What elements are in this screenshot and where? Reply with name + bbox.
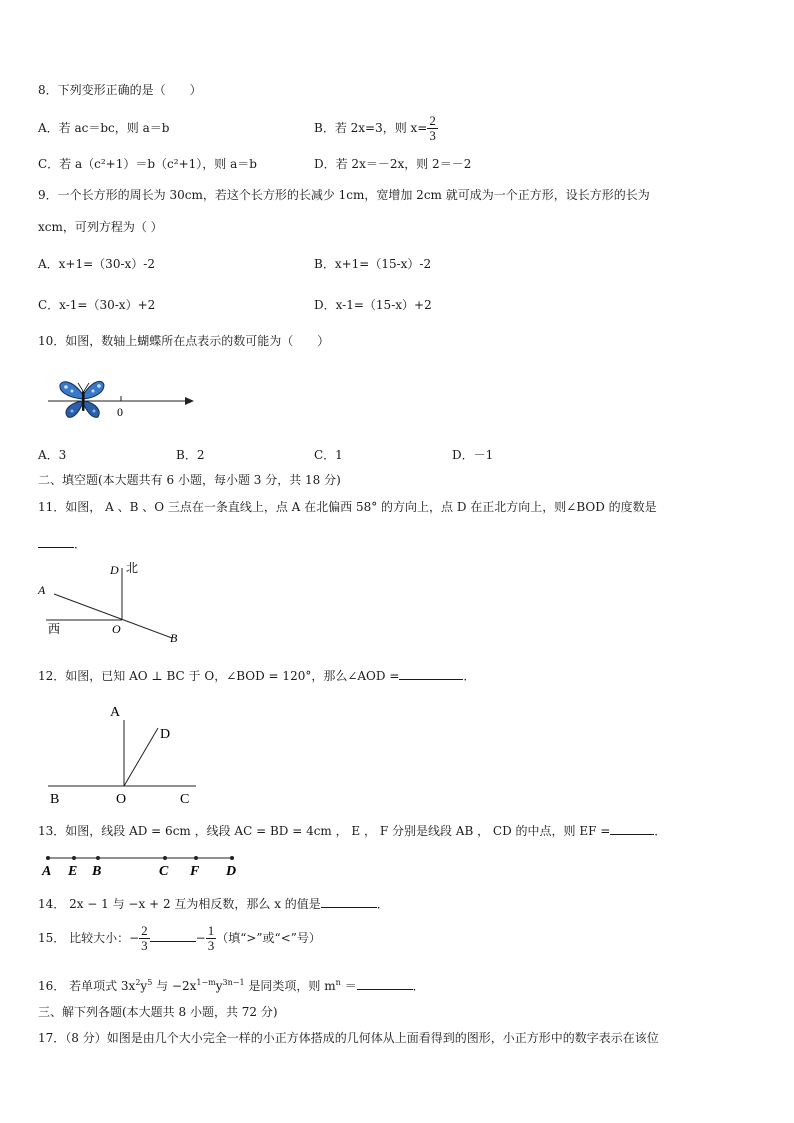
q9-stem-line2: xcm，可列方程为（ ） (38, 220, 163, 234)
q13-answer-blank (610, 822, 654, 835)
q8-option-c: C．若 a（c²+1）＝b（c²+1），则 a＝b (38, 157, 257, 171)
q13-point-b (96, 856, 100, 860)
q11-stem-line2 (38, 535, 86, 552)
q9-option-a: A．x+1=（30-x）-2 (38, 257, 155, 271)
q13-stem-text: 13．如图，线段 AD = 6cm ，线段 AC = BD = 4cm ， E ， F 分别是线段 AB ， CD 的中点，则 EF = (38, 824, 611, 838)
section-3-heading: 三、解下列各题(本大题共 8 小题，共 72 分) (38, 1005, 278, 1019)
q16-prefix: 16． 若单项式 3x (38, 979, 136, 993)
q16-stem (38, 973, 425, 996)
q16-exp3: 1−m (196, 978, 216, 987)
q16-mid2: 与 −2x (152, 979, 197, 993)
q12-angle-figure (44, 700, 214, 810)
q16-answer-blank (357, 977, 413, 990)
q8-fraction (427, 114, 438, 143)
q13-period: ． (654, 824, 667, 838)
q12-label-b: B (50, 792, 60, 807)
q13-point-d (230, 856, 234, 860)
q12-label-d: D (160, 727, 171, 742)
q14-stem (38, 895, 389, 912)
q12-answer-blank (399, 667, 463, 680)
q12-label-c: C (180, 792, 190, 807)
q17-stem: 17．（8 分）如图是由几个大小完全一样的小正方体搭成的几何体从上面看得到的图形，小正方形中的数字表示在该位 (38, 1031, 659, 1045)
q16-exp4: 3n−1 (222, 978, 245, 987)
q11-label-north: 北 (126, 561, 139, 575)
q8-frac-den: 3 (429, 128, 436, 143)
q15-fraction-1 (139, 924, 150, 953)
q8-option-a: A．若 ac＝bc，则 a＝b (38, 121, 170, 135)
q11-label-a: A (38, 583, 46, 597)
number-line-figure (44, 375, 204, 425)
q14-stem-text: 14． 2x − 1 与 −x + 2 互为相反数，那么 x 的值是 (38, 897, 321, 911)
q9-option-c: C．x-1=（30-x）+2 (38, 298, 156, 312)
q15-fraction-2 (206, 924, 217, 953)
q10-option-b: B．2 (176, 448, 205, 462)
q16-exp5: n (335, 978, 341, 987)
q13-point-c (163, 856, 167, 860)
zero-label: 0 (117, 405, 123, 419)
q14-answer-blank (321, 895, 377, 908)
q8-option-d: D．若 2x＝－2x，则 2＝－2 (314, 157, 472, 171)
q15-minus: − (195, 931, 206, 945)
q12-label-a: A (110, 705, 121, 720)
q8-option-b (314, 110, 438, 146)
q12-period: ． (463, 669, 476, 683)
q13-point-a (46, 856, 50, 860)
q13-label-c: C (159, 864, 169, 879)
q16-suffix: ＝ (340, 979, 357, 993)
q11-label-b: B (170, 631, 178, 645)
q10-option-c: C．1 (314, 448, 343, 462)
q9-option-d: D．x-1=（15-x）+2 (314, 298, 432, 312)
q11-answer-blank (38, 535, 74, 548)
q8-frac-num: 2 (429, 113, 436, 128)
q11-label-west: 西 (48, 622, 61, 636)
q8-stem: 8．下列变形正确的是（ ） (38, 83, 202, 97)
q11-stem-line1: 11．如图， A 、B 、O 三点在一条直线上，点 A 在北偏西 58° 的方向上，点 D 在正北方向上，则∠BOD 的度数是 (38, 500, 657, 514)
q13-segment-figure (38, 848, 248, 880)
q13-label-d: D (226, 864, 237, 879)
q15-frac1-num: 2 (141, 923, 148, 938)
q16-exp1: 2 (135, 978, 141, 987)
section-2-heading: 二、填空题(本大题共有 6 小题，每小题 3 分，共 18 分) (38, 473, 341, 487)
q15-answer-blank (150, 929, 196, 942)
q12-label-o: O (116, 792, 127, 807)
q12-stem (38, 667, 475, 684)
q15-frac2-den: 3 (207, 938, 215, 953)
q14-period: ． (376, 897, 389, 911)
q13-point-f (194, 856, 198, 860)
q11-direction-figure (36, 558, 196, 648)
q16-mid3: y (215, 979, 223, 993)
q10-stem: 10．如图，数轴上蝴蝶所在点表示的数可能为（ ） (38, 334, 330, 348)
q16-mid4: 是同类项，则 m (244, 979, 336, 993)
q15-stem (38, 920, 321, 956)
q11-label-o: O (112, 622, 121, 636)
q8-option-b-text: B．若 2x=3，则 x= (314, 121, 428, 135)
q13-label-b: B (92, 864, 102, 879)
q9-stem-line1: 9．一个长方形的周长为 30cm，若这个长方形的长减少 1cm，宽增加 2cm 就可成为一个正方形，设长方形的长为 (38, 188, 650, 202)
q13-label-a: A (42, 864, 52, 879)
q15-frac1-den: 3 (141, 938, 148, 953)
q10-option-a: A．3 (38, 448, 67, 462)
q16-period: ． (412, 979, 425, 993)
butterfly-icon (60, 381, 104, 417)
q16-exp2: 5 (147, 978, 153, 987)
q11-label-d: D (110, 563, 119, 577)
q13-label-e: E (68, 864, 78, 879)
q9-option-b: B．x+1=（15-x）-2 (314, 257, 432, 271)
q15-suffix: （填“>”或“<”号） (216, 931, 321, 945)
q12-stem-text: 12．如图，已知 AO ⊥ BC 于 O，∠BOD = 120°，那么∠AOD = (38, 669, 400, 683)
q13-stem (38, 822, 666, 839)
q11-period: ． (74, 537, 87, 551)
q16-mid1: y (140, 979, 148, 993)
q10-option-d: D．－1 (452, 448, 494, 462)
q13-point-e (72, 856, 76, 860)
q15-prefix: 15． 比较大小：− (38, 931, 140, 945)
q13-label-f: F (190, 864, 200, 879)
q15-frac2-num: 1 (207, 923, 215, 938)
